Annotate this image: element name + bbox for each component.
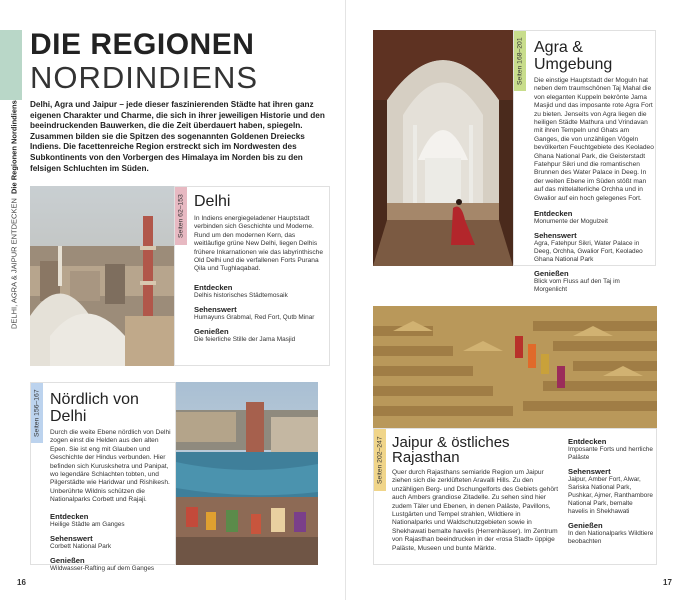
chapter-tab bbox=[0, 30, 22, 100]
delhi-v3: Die feierliche Stille der Jama Masjid bbox=[194, 335, 296, 343]
jaipur-card bbox=[373, 428, 657, 565]
delhi-photo bbox=[30, 186, 174, 366]
intro-paragraph: Delhi, Agra und Jaipur – jede dieser faszinierenden Städte hat ihren ganz eigenen Charakter und Charme, die sich in ihrer jeweiligen Historie und den beeindruckenden Bauwerken, die die Zeit überdauert haben, spiegeln. Zusammen bilden sie die Spitzen des sogenannten Goldenen Dreiecks Indiens. Die facettenreiche Region erstreckt sich im Nordwesten des Subkontinents von den Vorbergen des Himalaya im Norden bis zu den felsigen Schluchten im Süden. bbox=[30, 100, 325, 173]
agra-v3: Blick vom Fluss auf den Taj im Morgenlicht bbox=[534, 278, 620, 294]
nord-body: Durch die weite Ebene nördlich von Delhi zogen einst die Helden aus den alten Epen. Sie ist eng mit Glauben und Geschichte der Hindus verbunden. Hier befinden sich Kuruskshetra und Panipat, wo legendäre Schlachten tobten, und Pilgerstädte wie Haridwar und Rishikesh. Unberührte Wildnis schützen die Nationalparks Corbett und Rajaji. bbox=[50, 429, 171, 504]
nord-h3: Genießen bbox=[50, 555, 85, 565]
jaipur-v1: Imposante Forts und herrliche Paläste bbox=[568, 446, 653, 461]
nord-h1: Entdecken bbox=[50, 511, 89, 521]
delhi-body: In Indiens energiegeladener Hauptstadt verbinden sich Geschichte und Moderne. Rund um den modernen Kern, das weitläufige grüne New Delhi, liegen Delhis frühere Inkarnationen wie das labyrinthische Old Delhi und die verfallenen Forts Purana Qila und Tughlaqabad. bbox=[194, 215, 324, 273]
agra-title: Agra & Umgebung bbox=[534, 39, 613, 73]
running-header-prefix: DELHI, AGRA & JAIPUR ENTDECKEN bbox=[9, 197, 19, 329]
page-divider bbox=[345, 0, 346, 600]
jaipur-v2: Jaipur, Amber Fort, Alwar, Sariska National Park, Pushkar, Ajmer, Ranthambore National Park, bemalte havelis in Shekhawati bbox=[568, 476, 653, 515]
jaipur-pages: Seiten 202–247 bbox=[376, 436, 384, 484]
delhi-h2: Sehenswert bbox=[194, 304, 237, 314]
agra-h2: Sehenswert bbox=[534, 231, 577, 241]
delhi-h3: Genießen bbox=[194, 326, 229, 336]
page-title-line1: DIE REGIONEN bbox=[30, 28, 255, 61]
agra-h3: Genießen bbox=[534, 269, 569, 279]
delhi-v1: Delhis historisches Städtemosaik bbox=[194, 291, 288, 299]
nord-title: Nördlich von Delhi bbox=[50, 391, 139, 425]
delhi-v2: Humayuns Grabmal, Red Fort, Qutb Minar bbox=[194, 313, 315, 321]
agra-v2: Agra, Fatehpur Sikri, Water Palace in Deeg, Orchha, Gwalior Fort, Keoladeo Ghana National Park bbox=[534, 240, 643, 264]
agra-h1: Entdecken bbox=[534, 209, 573, 219]
jaipur-h1: Entdecken bbox=[568, 437, 607, 446]
jaipur-h3: Genießen bbox=[568, 521, 603, 530]
running-header bbox=[4, 100, 24, 329]
page-number-left: 16 bbox=[17, 578, 26, 587]
jaipur-v3: In den Nationalparks Wildtiere beobachten bbox=[568, 530, 654, 545]
nord-v2: Corbett National Park bbox=[50, 542, 112, 550]
delhi-pages-tab bbox=[175, 187, 187, 245]
running-header-title: Die Regionen Nordindiens bbox=[9, 100, 19, 194]
nord-v3: Wildwasser-Rafting auf dem Ganges bbox=[50, 564, 155, 572]
jaipur-pages-tab bbox=[374, 429, 386, 491]
delhi-card bbox=[174, 186, 330, 366]
agra-body: Die einstige Hauptstadt der Moguln hat neben dem traumschönen Taj Mahal die von eleganten Kuppeln bekrönte Jama Masjid und das imposante rote Agra Fort zu bieten. Jenseits von Agra liegen die heiligen Städte Mathura und Vrindavan mit ihren Tempeln und Ghats am Ganges, die von unzähligen Vögeln bevölkerten Feuchtgebiete des Keoladeo Ghana National Park, die Geisterstadt Fatehpur Sikri und die romantischen Brunnen des Water Palace in Deeg. In der weiten Ebene im Süden stößt man auf das mittelalterliche Orchha und in Gwalior auf ein hoch gelegenes Fort. bbox=[534, 77, 654, 202]
nord-h2: Sehenswert bbox=[50, 533, 93, 543]
delhi-pages: Seiten 62–153 bbox=[177, 194, 185, 238]
delhi-h1: Entdecken bbox=[194, 282, 233, 292]
jaipur-title: Jaipur & östliches Rajasthan bbox=[392, 434, 510, 466]
agra-card bbox=[513, 30, 656, 294]
agra-v1: Monumente der Mogulzeit bbox=[534, 218, 608, 226]
agra-pages-tab bbox=[514, 31, 526, 91]
nord-v1: Heilige Städte am Ganges bbox=[50, 520, 125, 528]
nord-pages: Seiten 156–167 bbox=[33, 389, 41, 437]
page-title-line2: NORDINDIENS bbox=[30, 60, 259, 95]
agra-photo bbox=[373, 30, 513, 266]
delhi-title: Delhi bbox=[194, 193, 231, 210]
nord-pages-tab bbox=[31, 383, 43, 443]
agra-pages: Seiten 168–201 bbox=[516, 37, 524, 85]
stepwell-photo bbox=[373, 306, 657, 428]
nord-card bbox=[30, 382, 176, 572]
page-number-right: 17 bbox=[663, 578, 672, 587]
jaipur-body: Quer durch Rajasthans semiaride Region um Jaipur ziehen sich die zerklüfteten Aravalli Hills. Zu den unzähligen Berg- und Dschungelforts des Gebiets gehört auch Ambers grandiose Zitadelle. Zu sehen sind hier zudem Täler und Ebenen, in denen Paläste, Pavillons, Lustgärten und Tempel strahlen, Wildtiere in Nationalparks und Waldschutzgebieten sowie in Shekhawati bemalte havelis (Herrenhäuser). Im Zentrum von Rajasthan beeindrucken in der «rosa Stadt» üppige Paläste, Museen und bunte Märkte. bbox=[392, 469, 559, 552]
jaipur-h2: Sehenswert bbox=[568, 467, 611, 476]
haridwar-photo bbox=[176, 382, 318, 565]
